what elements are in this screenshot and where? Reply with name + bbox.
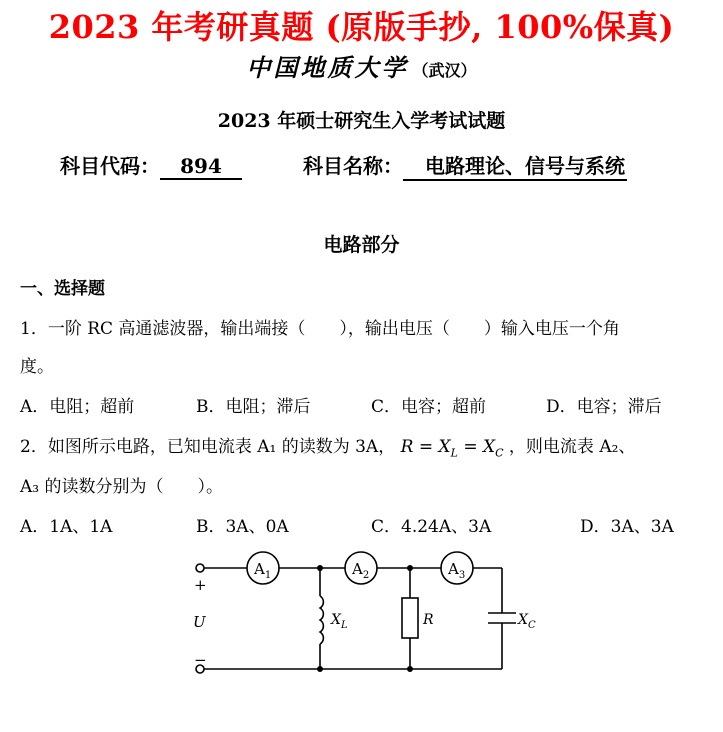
junction-3 <box>317 666 323 672</box>
capacitor-label: $X_C$ <box>518 612 536 631</box>
question-1-line-1: 1．一阶 RC 高通滤波器，输出端接（ ），输出电压（ ）输入电压一个角 <box>20 319 620 339</box>
exam-title: 2023 年硕士研究生入学考试试题 <box>217 110 506 132</box>
question-2-text-post: ，则电流表 A₂、 <box>508 437 636 457</box>
question-1-option-d: D．电容；滞后 <box>546 397 662 417</box>
junction-1 <box>317 565 323 571</box>
ammeter-a2-label: $A_2$ <box>352 560 370 581</box>
plus-label: + <box>194 576 207 594</box>
resistor-label: R <box>423 612 434 628</box>
question-2-text-pre: 2．如图所示电路，已知电流表 A₁ 的读数为 3A， <box>20 437 396 457</box>
question-type-heading: 一、选择题 <box>20 279 105 299</box>
inductor-label: $X_L$ <box>331 612 348 631</box>
question-1-line-2: 度。 <box>20 357 54 377</box>
banner-title: 2023 年考研真题 (原版手抄, 100%保真) <box>48 8 675 46</box>
minus-label: − <box>194 651 207 669</box>
section-title: 电路部分 <box>323 234 400 256</box>
subject-code-value: 894 <box>160 154 242 180</box>
question-2-option-d: D．3A、3A <box>580 517 674 537</box>
university-name: 中国地质大学 <box>246 53 409 82</box>
junction-2 <box>407 565 413 571</box>
subject-name-label: 科目名称： <box>303 154 403 178</box>
question-1-option-a: A．电阻；超前 <box>20 397 135 417</box>
inductor-coil <box>320 596 323 644</box>
question-1-option-b: B．电阻；滞后 <box>196 397 311 417</box>
junction-4 <box>407 666 413 672</box>
question-2-option-c: C．4.24A、3A <box>371 517 492 537</box>
university-campus: （武汉） <box>412 61 477 80</box>
resistor-body <box>402 598 418 638</box>
question-2-option-a: A．1A、1A <box>20 517 113 537</box>
question-2-option-b: B．3A、0A <box>196 517 289 537</box>
question-2-line-2: A₃ 的读数分别为（ ）。 <box>20 477 223 497</box>
subject-name-value: 电路理论、信号与系统 <box>403 150 627 181</box>
terminal-top <box>196 564 204 572</box>
source-label: U <box>193 613 206 631</box>
ammeter-a1-label: $A_1$ <box>254 560 272 581</box>
ammeter-a3-label: $A_3$ <box>448 560 466 581</box>
question-2-formula: $R = X_L = X_C$ <box>400 437 504 460</box>
question-1-option-c: C．电容；超前 <box>371 397 487 417</box>
subject-code-label: 科目代码： <box>60 154 160 178</box>
